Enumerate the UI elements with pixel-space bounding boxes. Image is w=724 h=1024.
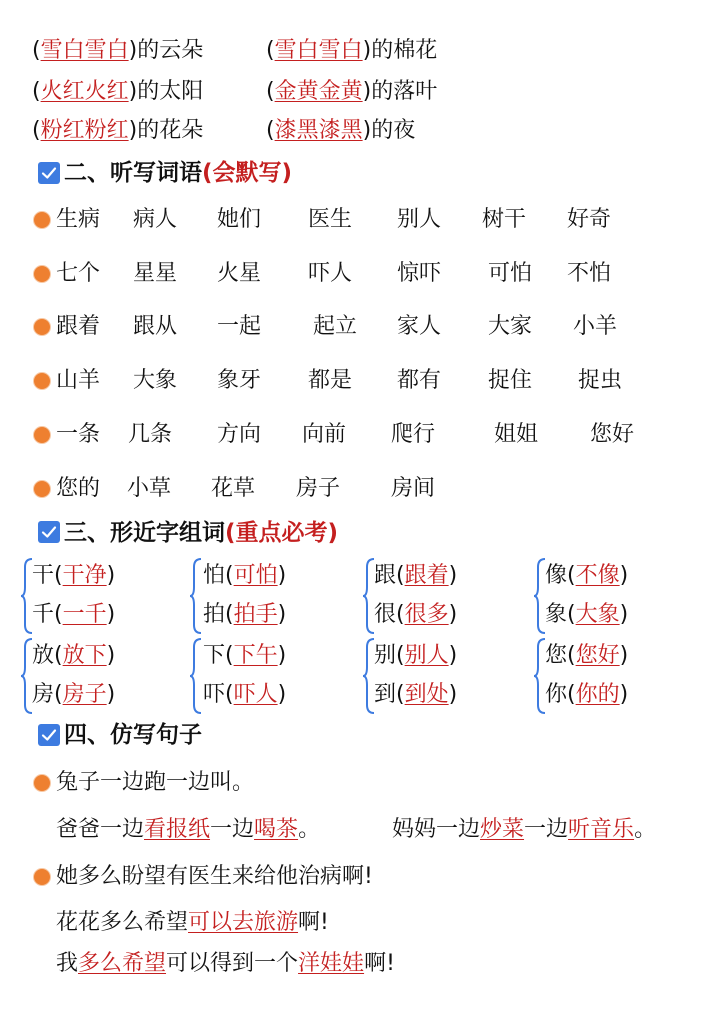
char-word-pair: 放(放下)	[32, 643, 116, 668]
answer-text: 喝茶	[254, 817, 299, 842]
char: 很	[374, 602, 397, 627]
word: 医生	[308, 207, 353, 232]
char-word-pair: 千(一千)	[32, 602, 116, 627]
bullet-dot-icon	[33, 426, 51, 444]
brace-icon	[189, 637, 203, 715]
char: 房	[32, 682, 55, 707]
word: 好奇	[567, 207, 612, 232]
answer-text: 到处	[404, 682, 449, 707]
answer-text: 漆黑漆黑	[274, 118, 363, 143]
section-title: 四、仿写句子	[64, 722, 202, 748]
word: 您的	[56, 476, 101, 501]
word: 她们	[217, 207, 262, 232]
phrase-item: (火红火红)的太阳	[32, 79, 204, 104]
answer-text: 大象	[575, 602, 620, 627]
word: 星星	[133, 261, 178, 286]
bullet-dot-icon	[33, 265, 51, 283]
char: 放	[32, 643, 55, 668]
word: 树干	[482, 207, 527, 232]
answer-text: 粉红粉红	[40, 118, 129, 143]
word: 捉住	[488, 368, 533, 393]
word: 火星	[217, 261, 262, 286]
char: 您	[545, 643, 568, 668]
char-word-pair: 干(干净)	[32, 563, 116, 588]
answer-text: 炒菜	[480, 817, 525, 842]
answer-text: 下午	[233, 643, 278, 668]
word: 房间	[391, 476, 436, 501]
word: 大象	[133, 368, 178, 393]
phrase-suffix: 的太阳	[137, 79, 204, 104]
example-sentence: 兔子一边跑一边叫。	[56, 770, 255, 795]
imitation-sentence: 爸爸一边看报纸一边喝茶。	[56, 817, 321, 842]
section-title-note: (重点必考)	[225, 520, 339, 546]
word: 小草	[127, 476, 172, 501]
checkbox-icon	[38, 724, 60, 746]
word: 惊吓	[397, 261, 442, 286]
word: 您好	[590, 422, 635, 447]
bullet-dot-icon	[33, 211, 51, 229]
char-word-pair: 别(别人)	[374, 643, 458, 668]
answer-text: 看报纸	[144, 817, 211, 842]
answer-text: 雪白雪白	[40, 38, 129, 63]
phrase-item: (粉红粉红)的花朵	[32, 118, 204, 143]
char: 像	[545, 563, 568, 588]
word: 不怕	[567, 261, 612, 286]
answer-text: 不像	[575, 563, 620, 588]
answer-text: 你的	[575, 682, 620, 707]
phrase-suffix: 的夜	[371, 118, 416, 143]
word: 方向	[217, 422, 262, 447]
word: 几条	[128, 422, 173, 447]
char: 拍	[203, 602, 226, 627]
bullet-dot-icon	[33, 318, 51, 336]
word: 都是	[308, 368, 353, 393]
char: 怕	[203, 563, 226, 588]
char: 你	[545, 682, 568, 707]
word: 姐姐	[494, 422, 539, 447]
bullet-dot-icon	[33, 480, 51, 498]
phrase-suffix: 的落叶	[371, 79, 438, 104]
word: 花草	[211, 476, 256, 501]
bullet-dot-icon	[33, 774, 51, 792]
word: 生病	[56, 207, 101, 232]
phrase-item: (漆黑漆黑)的夜	[266, 118, 416, 143]
checkbox-icon	[38, 521, 60, 543]
example-sentence: 她多么盼望有医生来给他治病啊!	[56, 864, 373, 889]
char: 到	[374, 682, 397, 707]
char: 别	[374, 643, 397, 668]
answer-text: 拍手	[233, 602, 278, 627]
word: 跟从	[133, 314, 178, 339]
answer-text: 您好	[575, 643, 620, 668]
imitation-sentence: 花花多么希望可以去旅游啊!	[56, 910, 329, 935]
word: 七个	[56, 261, 101, 286]
char-word-pair: 像(不像)	[545, 563, 629, 588]
phrase-item: (雪白雪白)的棉花	[266, 38, 438, 63]
answer-text: 火红火红	[40, 79, 129, 104]
imitation-sentence: 我多么希望可以得到一个洋娃娃啊!	[56, 951, 395, 976]
answer-text: 跟着	[404, 563, 449, 588]
answer-text: 多么希望	[78, 951, 167, 976]
answer-text: 金黄金黄	[274, 79, 363, 104]
answer-text: 洋娃娃	[298, 951, 365, 976]
word: 捉虫	[578, 368, 623, 393]
phrase-suffix: 的棉花	[371, 38, 438, 63]
bullet-dot-icon	[33, 372, 51, 390]
imitation-sentence: 妈妈一边炒菜一边听音乐。	[392, 817, 657, 842]
char-word-pair: 你(你的)	[545, 682, 629, 707]
word: 家人	[397, 314, 442, 339]
answer-text: 一千	[62, 602, 107, 627]
word: 小羊	[573, 314, 618, 339]
char: 下	[203, 643, 226, 668]
word: 都有	[397, 368, 442, 393]
word: 可怕	[488, 261, 533, 286]
word: 向前	[302, 422, 347, 447]
word: 起立	[313, 314, 358, 339]
word: 象牙	[217, 368, 262, 393]
word: 山羊	[56, 368, 101, 393]
answer-text: 干净	[62, 563, 107, 588]
word: 房子	[296, 476, 341, 501]
answer-text: 别人	[404, 643, 449, 668]
char-word-pair: 房(房子)	[32, 682, 116, 707]
word: 一起	[217, 314, 262, 339]
phrase-suffix: 的花朵	[137, 118, 204, 143]
char: 千	[32, 602, 55, 627]
char-word-pair: 象(大象)	[545, 602, 629, 627]
char: 干	[32, 563, 55, 588]
checkbox-icon	[38, 162, 60, 184]
phrase-suffix: 的云朵	[137, 38, 204, 63]
section-title: 二、听写词语(会默写)	[64, 160, 293, 186]
char-word-pair: 很(很多)	[374, 602, 458, 627]
word: 爬行	[391, 422, 436, 447]
word: 一条	[56, 422, 101, 447]
section-title-note: (会默写)	[202, 160, 293, 186]
answer-text: 吓人	[233, 682, 278, 707]
phrase-item: (金黄金黄)的落叶	[266, 79, 438, 104]
char-word-pair: 吓(吓人)	[203, 682, 287, 707]
brace-icon	[189, 557, 203, 635]
char: 吓	[203, 682, 226, 707]
char-word-pair: 跟(跟着)	[374, 563, 458, 588]
answer-text: 房子	[62, 682, 107, 707]
char-word-pair: 您(您好)	[545, 643, 629, 668]
answer-text: 放下	[62, 643, 107, 668]
answer-text: 雪白雪白	[274, 38, 363, 63]
char-word-pair: 下(下午)	[203, 643, 287, 668]
char-word-pair: 拍(拍手)	[203, 602, 287, 627]
char-word-pair: 到(到处)	[374, 682, 458, 707]
char: 跟	[374, 563, 397, 588]
answer-text: 很多	[404, 602, 449, 627]
word: 别人	[397, 207, 442, 232]
word: 跟着	[56, 314, 101, 339]
phrase-item: (雪白雪白)的云朵	[32, 38, 204, 63]
section-title: 三、形近字组词(重点必考)	[64, 520, 339, 546]
answer-text: 可以去旅游	[188, 910, 299, 935]
word: 病人	[133, 207, 178, 232]
bullet-dot-icon	[33, 868, 51, 886]
answer-text: 可怕	[233, 563, 278, 588]
char: 象	[545, 602, 568, 627]
word: 吓人	[308, 261, 353, 286]
word: 大家	[488, 314, 533, 339]
char-word-pair: 怕(可怕)	[203, 563, 287, 588]
answer-text: 听音乐	[568, 817, 635, 842]
